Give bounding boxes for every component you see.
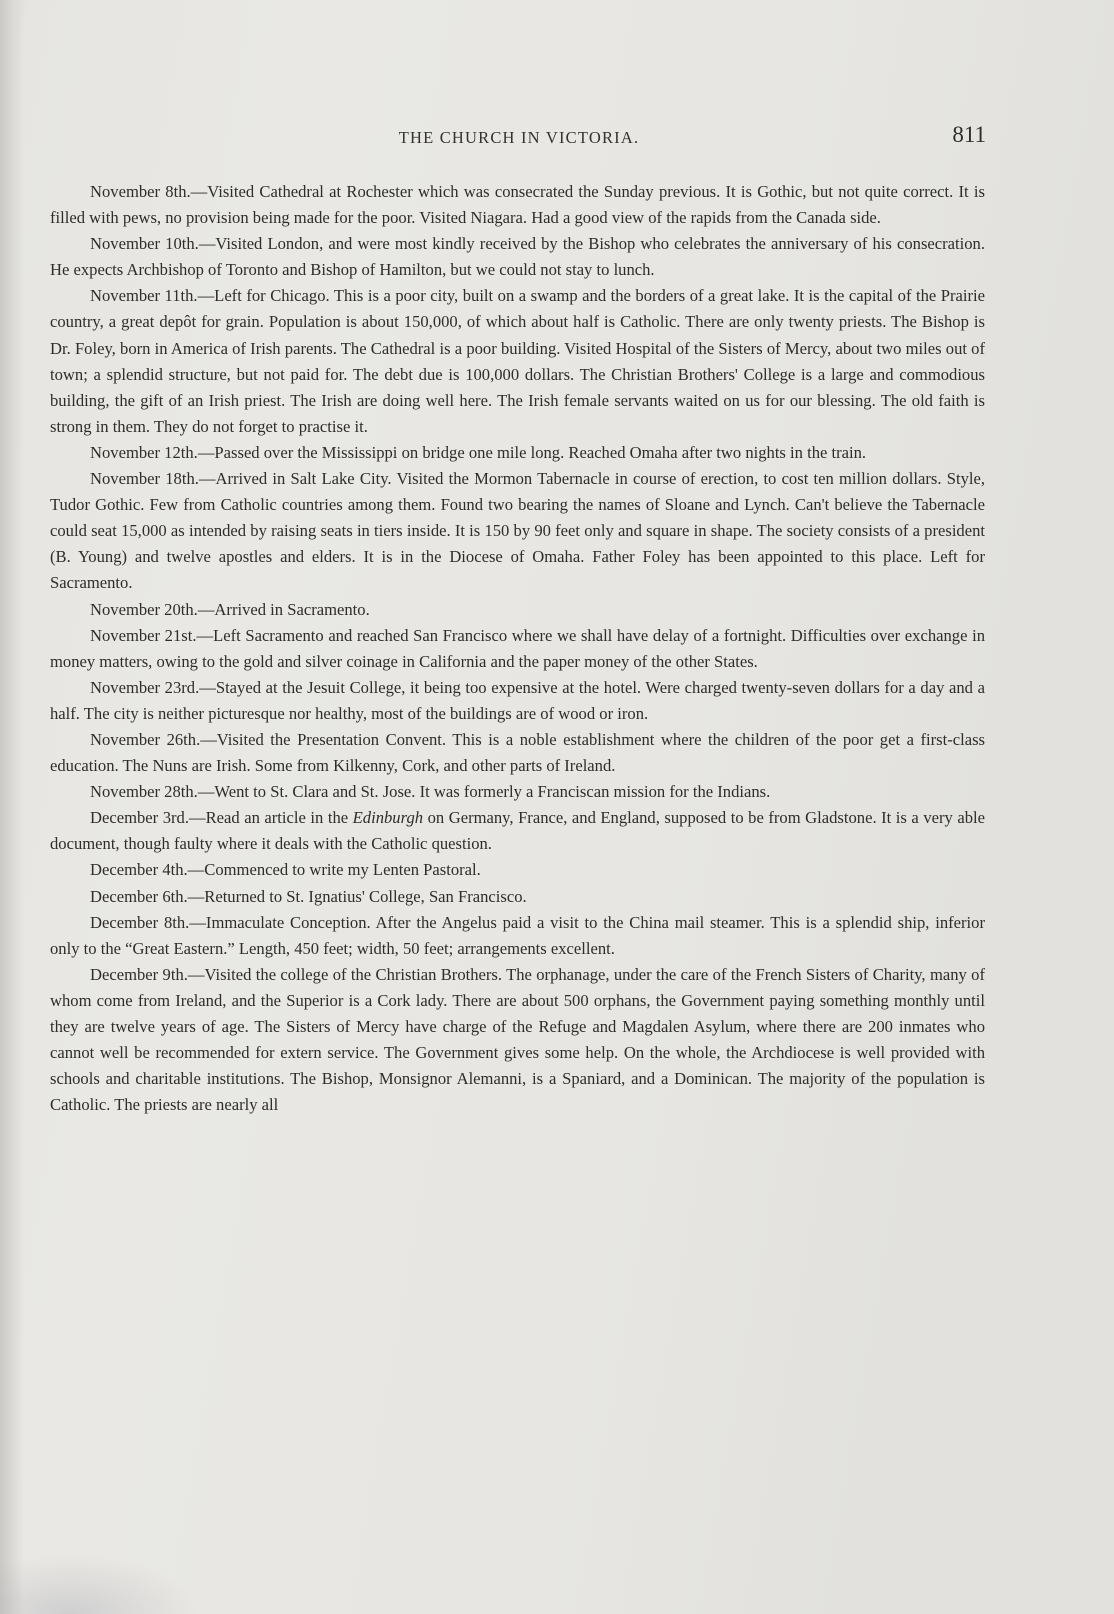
running-title: THE CHURCH IN VICTORIA. (398, 128, 640, 147)
paragraph-nov-20: November 20th.—Arrived in Sacramento. (90, 599, 370, 619)
paragraph-nov-8: November 8th.—Visited Cathedral at Rochester which was consecrated the Sunday previous. It is Gothic, but not quite correct. It is filled with pews, no provision being made for the poor. Visited Niagara. Had a good view of the rapids from the Canada side. (50, 182, 985, 228)
paragraph-dec-3: December 3rd.—Read an article in the Edinburgh on Germany, France, and England, supposed to be from Gladstone. It is a very able document, though faulty where it deals with the Catholic question. (50, 808, 985, 854)
paragraph-nov-21: November 21st.—Left Sacramento and reached San Francisco where we shall have delay of a fortnight. Difficulties over exchange in money matters, owing to the gold and silver coinage in California and the paper money of the other States. (50, 625, 985, 671)
paragraph-dec-9: December 9th.—Visited the college of the Christian Brothers. The orphanage, under the care of the French Sisters of Charity, many of whom come from Ireland, and the Superior is a Cork lady. There are about 500 orphans, the Government paying something monthly until they are twelve years of age. The Sisters of Mercy have charge of the Refuge and Magdalen Asylum, where there are 200 inmates who cannot well be recommended for extern service. The Government gives some help. On the whole, the Archdiocese is well provided with schools and charitable institutions. The Bishop, Monsignor Alemanni, is a Spaniard, and a Dominican. The majority of the population is Catholic. The priests are nearly all (50, 964, 985, 1115)
paragraph-dec-8: December 8th.—Immaculate Conception. After the Angelus paid a visit to the China mail steamer. This is a splendid ship, inferior only to the “Great Eastern.” Length, 450 feet; width, 50 feet; arrangements excellent. (50, 912, 985, 958)
paragraph-nov-28: November 28th.—Went to St. Clara and St. Jose. It was formerly a Franciscan mission for the Indians. (90, 782, 771, 802)
body-text (50, 179, 985, 1118)
paragraph-nov-12: November 12th.—Passed over the Mississippi on bridge one mile long. Reached Omaha after two nights in the train. (90, 442, 867, 462)
paragraph-nov-26: November 26th.—Visited the Presentation Convent. This is a noble establishment where the children of the poor get a first-class education. The Nuns are Irish. Some from Kilkenny, Cork, and other parts of Ireland. (50, 729, 985, 776)
paragraph-nov-11: November 11th.—Left for Chicago. This is a poor city, built on a swamp and the borders of a great lake. It is the capital of the Prairie country, a great depôt for grain. Population is about 150,000, of which about half is Catholic. There are only twenty priests. The Bishop is Dr. Foley, born in America of Irish parents. The Cathedral is a poor building. Visited Hospital of the Sisters of Mercy, about two miles out of town; a splendid structure, but not paid for. The debt due is 100,000 dollars. The Christian Brothers' College is a large and commodious building, the gift of an Irish priest. The Irish are doing well here. The Irish female servants waited on us for our blessing. The old faith is strong in them. They do not forget to practise it. (50, 286, 985, 436)
paragraph-nov-10: November 10th.—Visited London, and were most kindly received by the Bishop who celebrates the anniversary of his consecration. He expects Archbishop of Toronto and Bishop of Hamilton, but we could not stay to lunch. (50, 234, 985, 280)
corner-shadow (0, 1554, 200, 1614)
page-header (50, 122, 988, 154)
publication-title: Edinburgh (352, 808, 424, 828)
paragraph-dec-4: December 4th.—Commenced to write my Lenten Pastoral. (90, 860, 481, 880)
page-gutter-edge (0, 0, 24, 1614)
paragraph-dec-6: December 6th.—Returned to St. Ignatius' College, San Francisco. (90, 886, 527, 906)
page-number: 811 (952, 122, 986, 147)
paragraph-nov-23: November 23rd.—Stayed at the Jesuit College, it being too expensive at the hotel. Were charged twenty-seven dollars for a day and a half. The city is neither picturesque nor healthy, most of the buildings are of wood or iron. (50, 677, 985, 723)
paragraph-nov-18: November 18th.—Arrived in Salt Lake City. Visited the Mormon Tabernacle in course of erection, to cost ten million dollars. Style, Tudor Gothic. Few from Catholic countries among them. Found two bearing the names of Sloane and Lynch. Can't believe the Tabernacle could seat 15,000 as intended by raising seats in tiers inside. It is 150 by 90 feet only and square in shape. The society consists of a president (B. Young) and twelve apostles and elders. It is in the Diocese of Omaha. Father Foley has been appointed to this place. Left for Sacramento. (50, 469, 985, 593)
